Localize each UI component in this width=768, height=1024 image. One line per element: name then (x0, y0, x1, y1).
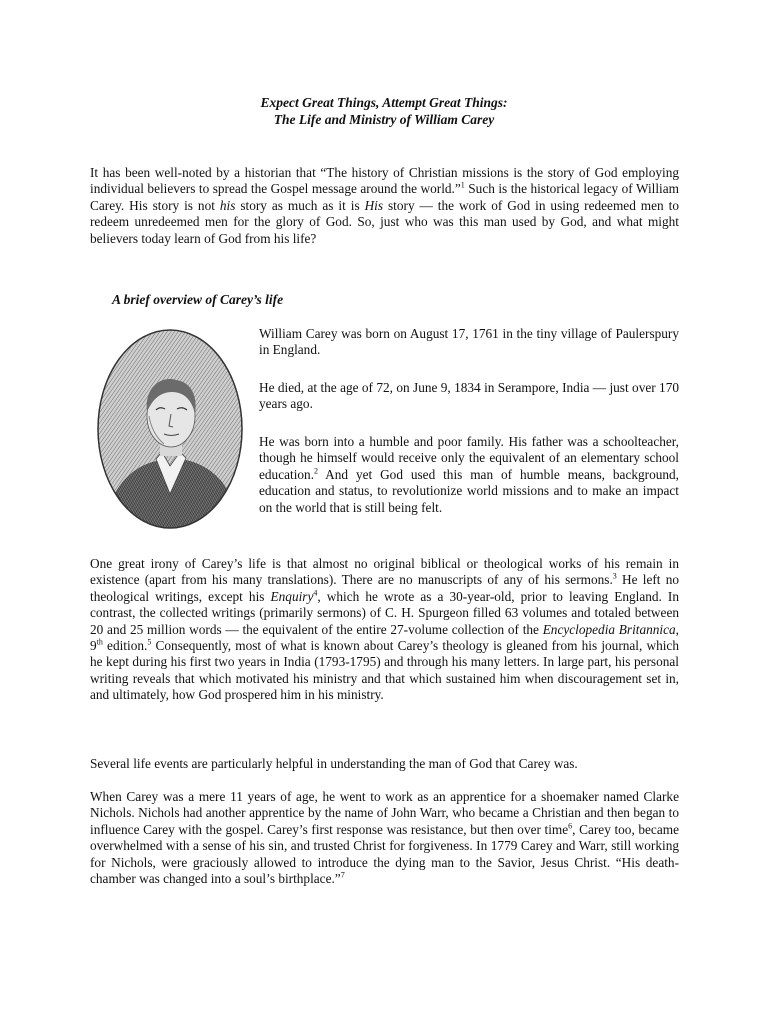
footnote-ref-7: 7 (340, 870, 345, 880)
britannica-title: Encyclopedia Britannica (542, 621, 676, 637)
death-paragraph: He died, at the age of 72, on June 9, 1834 in Serampore, India — just over 170 years ago. (259, 380, 679, 412)
intro-text-3: story as much as it is (235, 197, 365, 213)
irony-text-6: Consequently, most of what is known about Carey’s theology is gleaned from his journal, which he kept during his first two years in India (1793-1795) and through his many letters. In large part, his personal writing reveals that which motivated his ministry and that which sustained him when discouragement set in, and ultimately, how God prospered him in his ministry. (90, 638, 679, 703)
family-text-1: He was born into a humble and poor family. His father was a schoolteacher, though he himself would receive only the equivalent of an elementary school education. (259, 434, 679, 482)
footnote-ref-3: 3 (612, 571, 617, 581)
title-line-2: The Life and Ministry of William Carey (273, 112, 495, 127)
footnote-ref-6: 6 (568, 821, 573, 831)
irony-paragraph (90, 556, 679, 704)
intro-paragraph (90, 165, 679, 247)
irony-text-1: One great irony of Carey’s life is that almost no original biblical or theological works of his remain in existence (apart from his many translations). There are no manuscripts of any of his sermons. (90, 556, 679, 588)
intro-text-2: Such is the historical legacy of William Carey. His story is not (90, 181, 679, 213)
shoemaker-text-2: , Carey too, became overwhelmed with a sense of his sin, and trusted Christ for forgiveness. In 1779 Carey and Warr, still working for Nichols, were graciously allowed to introduce the dying man to the Savior, Jesus Christ. “His death-chamber was changed into a soul’s birthplace.” (90, 821, 679, 887)
portrait-engraving-icon (94, 326, 246, 532)
intro-his-lower: his (219, 197, 236, 213)
section-heading: A brief overview of Carey’s life (112, 292, 284, 307)
shoemaker-text-1: When Carey was a mere 11 years of age, he went to work as an apprentice for a shoemaker named Clarke Nichols. Nichols had another apprentice by the name of John Warr, who became a Christian and then began to influence Carey with the gospel. Carey’s first response was resistance, but then over time (90, 789, 679, 837)
footnote-ref-2: 2 (314, 466, 319, 476)
enquiry-title: Enquiry (270, 588, 314, 604)
irony-text-5: edition. (102, 638, 148, 654)
family-text-2: And yet God used this man of humble means, background, education and status, to revolutionize world missions and to make an impact on the world that is still being felt. (259, 466, 679, 515)
irony-text-2: He left no theological writings, except his (90, 572, 680, 604)
title-line-1: Expect Great Things, Attempt Great Things: (260, 95, 508, 110)
family-paragraph (259, 434, 679, 516)
birth-paragraph: William Carey was born on August 17, 1761 in the tiny village of Paulerspury in England. (259, 326, 679, 358)
irony-text-3: , which he wrote as a 30-year-old, prior to leaving England. In contrast, the collected writings (primarily sermons) of C. H. Spurgeon filled 63 volumes and totaled between 20 and 25 million words — the equivalent of the entire 27-volume collection of the (90, 588, 680, 637)
ordinal-suffix: th (96, 637, 103, 647)
document-title (90, 94, 678, 128)
intro-his-upper: His (364, 197, 384, 213)
intro-text-4: story — the work of God in using redeemed men to redeem unredeemed men for the glory of God. So, just who was this man used by God, and what might believers today learn of God from his life? (90, 197, 679, 246)
irony-text-4: , 9 (90, 621, 679, 654)
footnote-ref-5: 5 (147, 637, 152, 647)
intro-text-1: It has been well-noted by a historian that “The history of Christian missions is the story of God employing individual believers to spread the Gospel message around the world.” (90, 165, 679, 197)
events-paragraph: Several life events are particularly helpful in understanding the man of God that Carey was. (90, 756, 578, 771)
footnote-ref-4: 4 (313, 588, 318, 598)
shoemaker-paragraph (90, 789, 679, 887)
footnote-ref-1: 1 (460, 180, 465, 190)
